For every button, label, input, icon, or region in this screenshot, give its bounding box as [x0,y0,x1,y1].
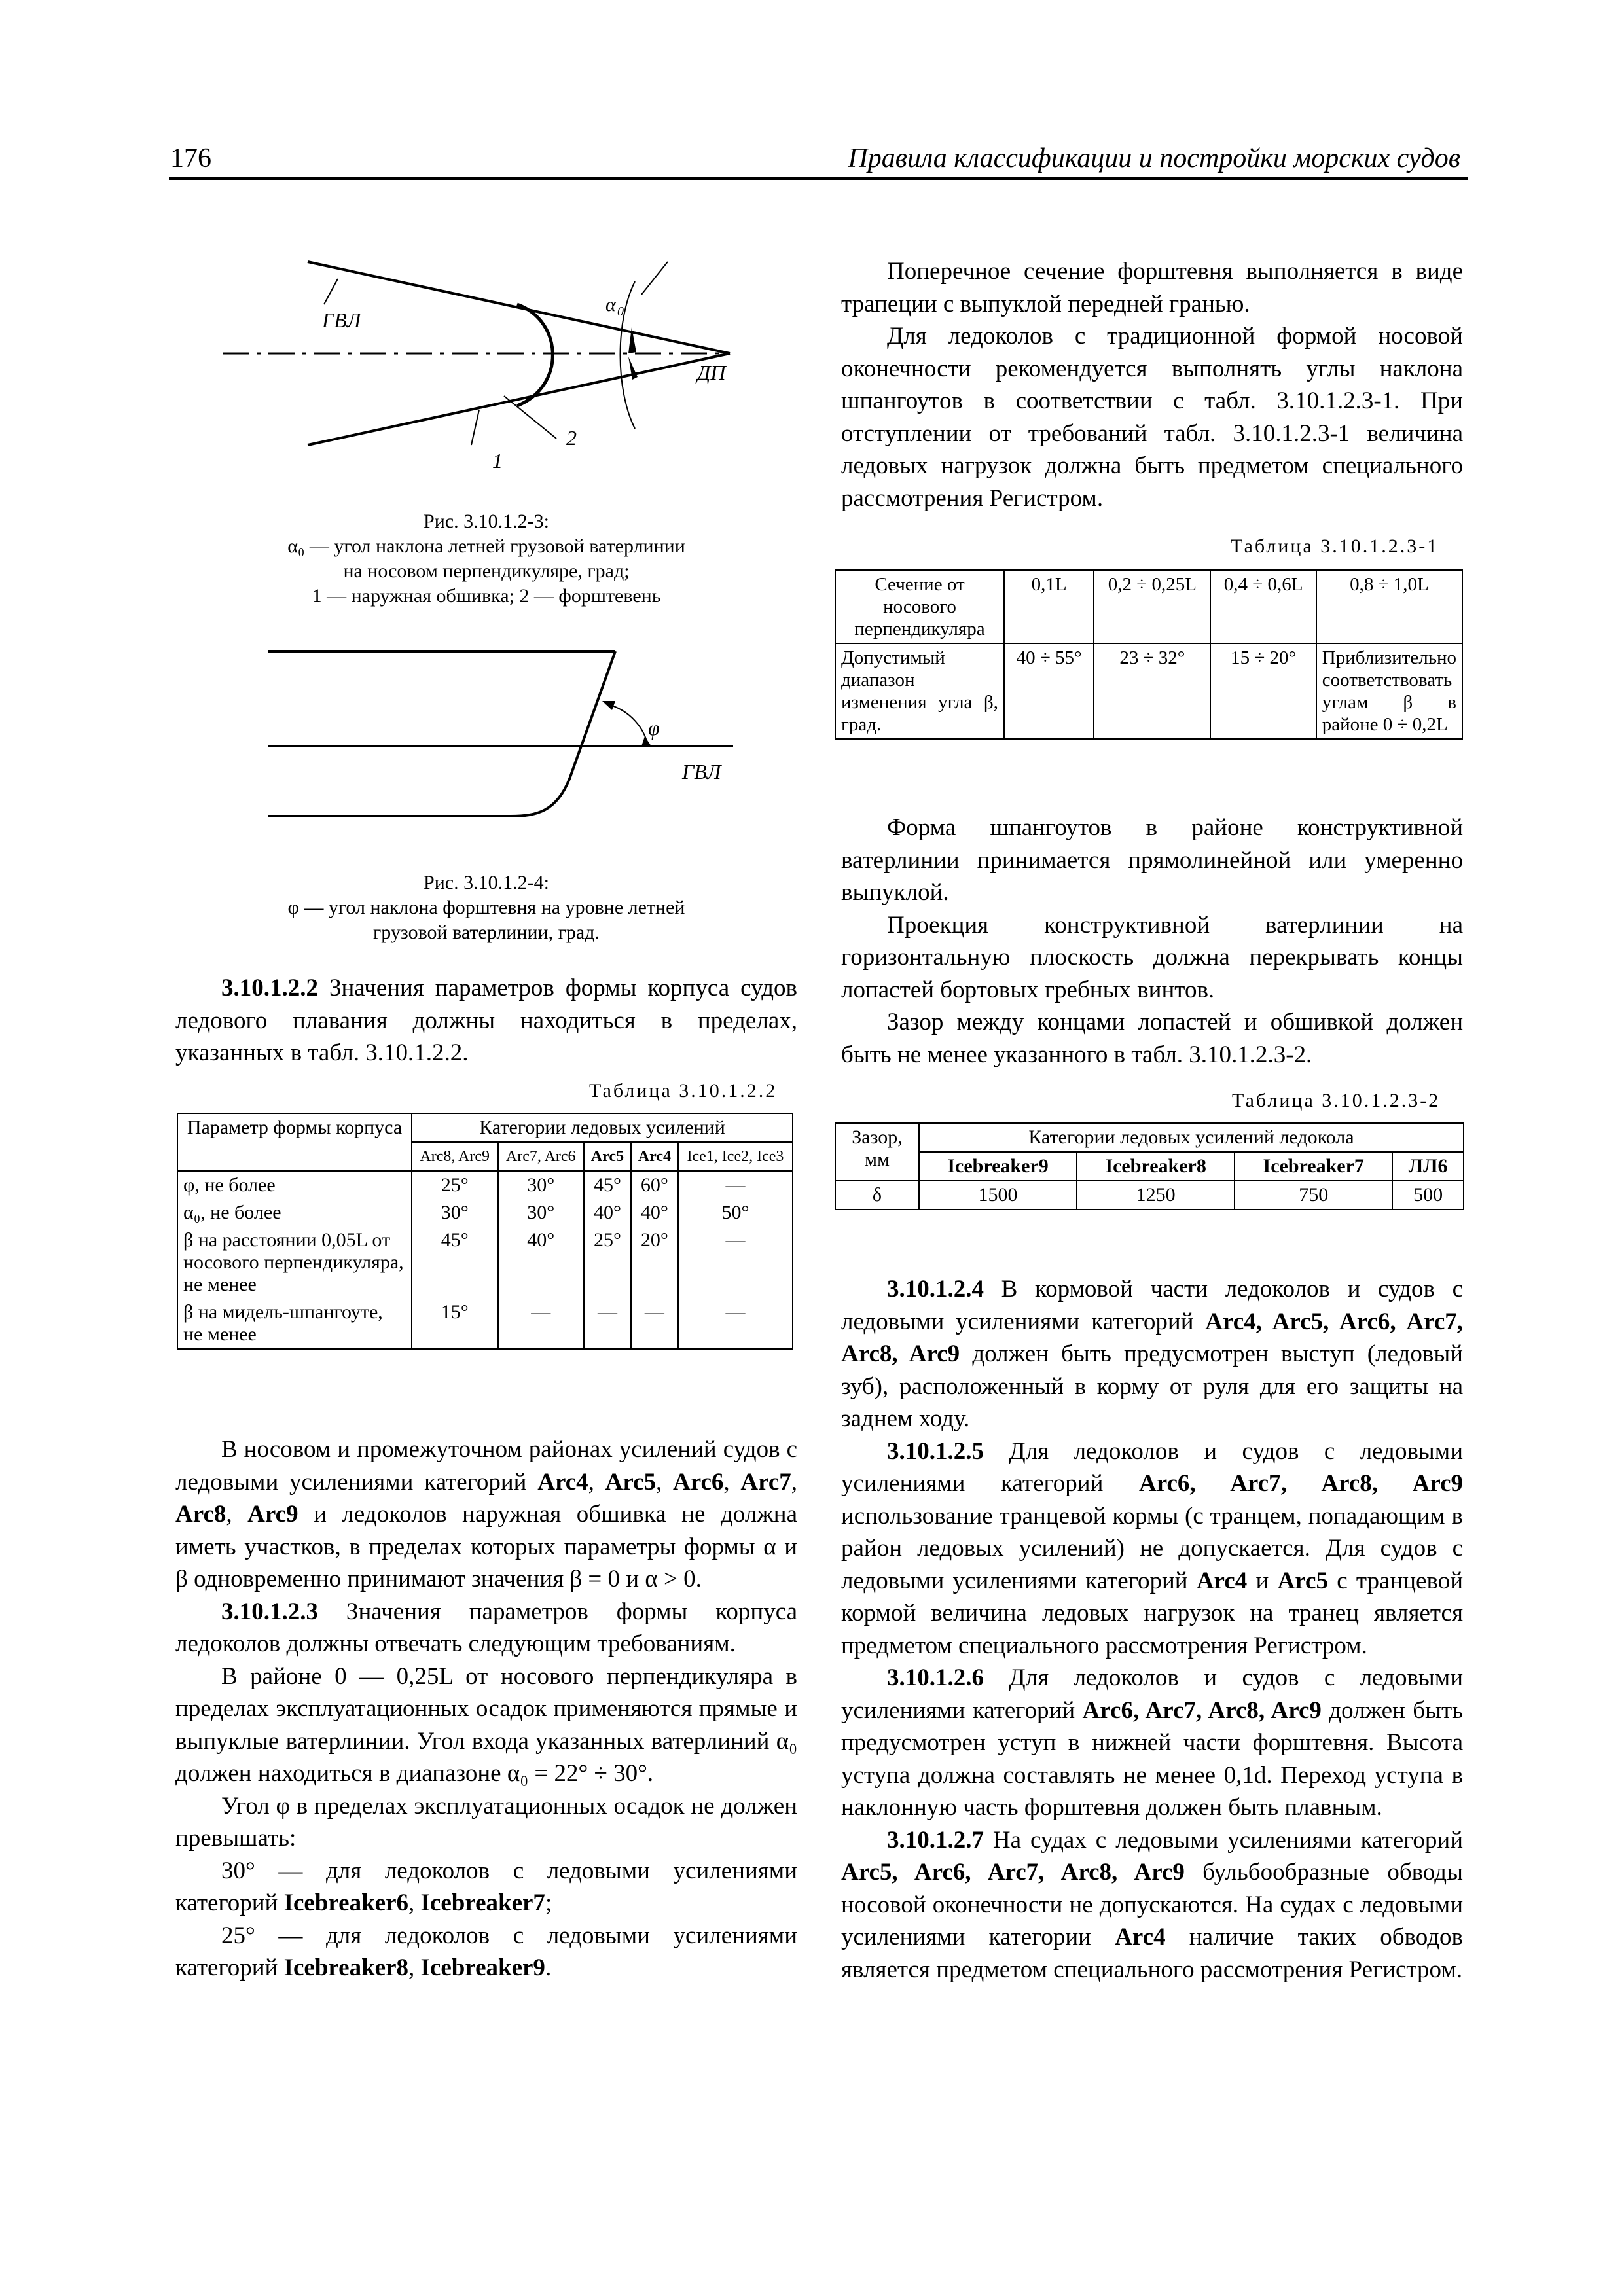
table-3-10-1-2-3-2 [835,1122,1464,1210]
fig1-alpha-sub: 0 [617,304,624,319]
t2-cell: α₀, не более [177,1199,412,1227]
t2-cell: 40° [631,1199,678,1227]
t2-cell: 30° [412,1199,498,1227]
t2-header-param: Параметр формы корпуса [177,1113,412,1171]
t2-row [177,1171,793,1199]
fig2-gvl-label: ГВЛ [682,760,721,783]
t3-header-categories: Категории ледовых усилений ледокола [919,1123,1464,1152]
t1-header-col: 0,2 ÷ 0,25L [1094,570,1210,643]
table-3-10-1-2-2 [177,1113,793,1350]
paragraph-3-10-1-2-5: 3.10.1.2.5 Для ледоколов и судов с ледовыми усилениями категорий Arc6, Arc7, Arc8, Arc9 использование транцевой кормы (с транцем, попадающим в район ледовых усилений) не допускается. Для судов с ледовыми усилениями категорий Arc4 и Arc5 с транцевой кормой величина ледовых нагрузок на транец является предметом специального рассмотрения Регистром. [841,1437,1463,1659]
t2-sub-arc5: Arc5 [584,1142,631,1171]
t2-cell: — [678,1171,793,1199]
t2-cell: — [678,1299,793,1349]
t3-header-gap: Зазор, мм [835,1123,919,1181]
t2-cell: φ, не более [177,1171,412,1199]
t2-cell: — [678,1227,793,1299]
t1-header-col: 0,4 ÷ 0,6L [1210,570,1316,643]
paragraph-stem-section: Поперечное сечение форштевня выполняется в виде трапеции с выпуклой передней гранью. [841,258,1463,317]
fig1-caption: Рис. 3.10.1.2-3: α₀ — угол наклона летней грузовой ватерлинии на носовом перпендикуляре, град; 1 — наружная обшивка; 2 — форштевень [287,511,685,607]
t2-cell: 45° [584,1171,631,1199]
right-column-middle [841,812,1463,1071]
fig1-gvl-label: ГВЛ [322,308,361,332]
t2-cell: β на мидель-шпангоуте, не менее [177,1299,412,1349]
right-column-bottom [841,1273,1463,1986]
left-column-top [175,972,797,1069]
paragraph-frame-angles: Для ледоколов с традиционной формой носовой оконечности рекомендуется выполнять углы наклона шпангоутов в соответствии с табл. 3.10.1.2.3-1. При отступлении от требований табл. 3.10.1.2.3-1 величина ледовых нагрузок должна быть предметом специального рассмотрения Регистром. [841,323,1463,512]
t2-header-categories: Категории ледовых усилений [412,1113,793,1142]
paragraph-30-deg: 30° — для ледоколов с ледовыми усилениями категорий Icebreaker6, Icebreaker7; [175,1857,797,1916]
paragraph-angle-phi: Угол φ в пределах эксплуатационных осадок не должен превышать: [175,1792,797,1852]
table-3-10-1-2-3-2-label: Таблица 3.10.1.2.3-2 [1232,1090,1441,1111]
paragraph-region-0-025: В районе 0 — 0,25L от носового перпендикуляра в пределах эксплуатационных осадок применяются прямые и выпуклые ватерлинии. Угол входа указанных ватерлиний α₀ должен находиться в диапазоне α₀ = 22° ÷ 30°. [175,1662,797,1787]
fig2-caption: Рис. 3.10.1.2-4: φ — угол наклона форштевня на уровне летней грузовой ватерлинии, град. [287,872,685,943]
paragraph-3-10-1-2-4: 3.10.1.2.4 В кормовой части ледоколов и судов с ледовыми усилениями категорий Arc4, Arc5, Arc6, Arc7, Arc8, Arc9 должен быть предусмотрен выступ (ледовый зуб), расположенный в корму от руля для его защиты на заднем ходу. [841,1276,1464,1432]
paragraph-3-10-1-2-7: 3.10.1.2.7 На судах с ледовыми усилениями категорий Arc5, Arc6, Arc7, Arc8, Arc9 бульбообразные обводы носовой оконечности не допускаются. На судах с ледовыми усилениями категории Arc4 наличие таких обводов является предметом специального рассмотрения Регистром. [841,1826,1463,1983]
t2-sub-arc7-6: Arc7, Arc6 [498,1142,585,1171]
fig1-label-2: 2 [566,426,577,450]
t3-col-header: Icebreaker7 [1235,1152,1392,1181]
figure-stem-angle [249,638,759,834]
paragraph-3-10-1-2-3: 3.10.1.2.3 Значения параметров формы корпуса ледоколов должны отвечать следующим требованиям. [175,1598,797,1657]
paragraph-25-deg: 25° — для ледоколов с ледовыми усилениями категорий Icebreaker8, Icebreaker9. [175,1922,797,1981]
t2-sub-ice: Ice1, Ice2, Ice3 [678,1142,793,1171]
paragraph-waterline-projection: Проекция конструктивной ватерлинии на горизонтальную плоскость должна перекрывать концы лопастей бортовых гребных винтов. [841,911,1463,1003]
t3-cell: 750 [1235,1181,1392,1210]
t2-cell: 25° [584,1227,631,1299]
t2-cell: 20° [631,1227,678,1299]
page-number: 176 [170,143,211,173]
t3-row-label: δ [835,1181,919,1210]
t2-cell: 40° [584,1199,631,1227]
t1-cell: 23 ÷ 32° [1094,643,1210,739]
t3-col-header: Icebreaker9 [919,1152,1077,1181]
table-3-10-1-2-2-label: Таблица 3.10.1.2.2 [589,1080,778,1102]
paragraph-frame-shape: Форма шпангоутов в районе конструктивной ватерлинии принимается прямолинейной или умеренно выпуклой. [841,814,1463,906]
t1-row-label: Допустимый диапазон изменения угла β, град. [835,643,1004,739]
t2-sub-arc4: Arc4 [631,1142,678,1171]
paragraph-blade-gap: Зазор между концами лопастей и обшивкой должен быть не менее указанного в табл. 3.10.1.2.3-2. [841,1009,1463,1068]
t3-col-header: Icebreaker8 [1077,1152,1235,1181]
t2-cell: — [631,1299,678,1349]
t3-cell: 500 [1392,1181,1464,1210]
running-title: Правила классификации и постройки морских судов [848,143,1460,173]
paragraph-nose-region: В носовом и промежуточном районах усилений судов с ледовыми усилениями категорий Arc4, Arc5, Arc6, Arc7, Arc8, Arc9 и ледоколов наружная обшивка не должна иметь участков, в пределах которых параметры формы α и β одновременно принимают значения β = 0 и α > 0. [175,1436,798,1592]
t2-cell: 30° [498,1199,585,1227]
table-3-10-1-2-3-1-label: Таблица 3.10.1.2.3-1 [1231,535,1439,557]
figure-waterline-angle [209,249,772,484]
fig1-dp-label: ДП [697,361,726,384]
t1-header-col: 0,1L [1004,570,1094,643]
t2-row [177,1199,793,1227]
t2-cell: 45° [412,1227,498,1299]
t2-cell: — [584,1299,631,1349]
right-column-top [841,255,1463,514]
fig1-alpha-label: α [605,294,616,315]
t2-cell: β на расстоянии 0,05L от носового перпендикуляра, не менее [177,1227,412,1299]
t2-cell: 60° [631,1171,678,1199]
t1-cell: 40 ÷ 55° [1004,643,1094,739]
table-3-10-1-2-3-1 [835,569,1463,740]
paragraph-3-10-1-2-2: 3.10.1.2.2 Значения параметров формы корпуса судов ледового плавания должны находиться в пределах, указанных в табл. 3.10.1.2.2. [175,975,797,1066]
left-column-bottom [175,1433,797,1984]
t2-row [177,1227,793,1299]
t2-row [177,1299,793,1349]
t1-header-section: Сечение от носового перпендикуляра [835,570,1004,643]
fig2-phi-label: φ [648,716,660,740]
paragraph-3-10-1-2-6: 3.10.1.2.6 Для ледоколов и судов с ледовыми усилениями категорий Arc6, Arc7, Arc8, Arc9 должен быть предусмотрен уступ в нижней части форштевня. Высота уступа должна составлять не менее 0,1d. Переход уступа в наклонную часть форштевня должен быть плавным. [841,1664,1463,1821]
t3-cell: 1250 [1077,1181,1235,1210]
t2-cell: 40° [498,1227,585,1299]
t3-cell: 1500 [919,1181,1077,1210]
fig1-label-1: 1 [492,449,503,473]
t2-sub-arc8-9: Arc8, Arc9 [412,1142,498,1171]
t1-cell: Приблизительно соответствовать углам β в районе 0 ÷ 0,2L [1316,643,1462,739]
t2-cell: 15° [412,1299,498,1349]
t2-cell: — [498,1299,585,1349]
t1-cell: 15 ÷ 20° [1210,643,1316,739]
header-rule [169,177,1468,180]
t2-cell: 25° [412,1171,498,1199]
t3-col-header: ЛЛ6 [1392,1152,1464,1181]
t2-cell: 30° [498,1171,585,1199]
t2-cell: 50° [678,1199,793,1227]
t1-header-col: 0,8 ÷ 1,0L [1316,570,1462,643]
